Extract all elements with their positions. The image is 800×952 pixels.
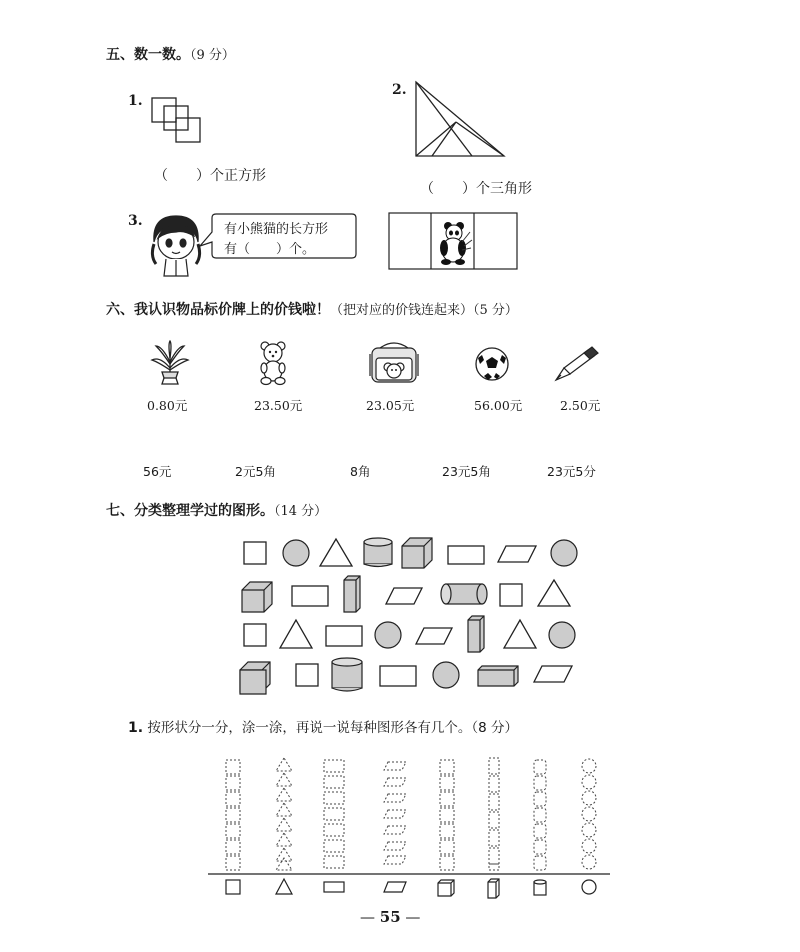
speech-bubble-text-line2[interactable]: 有（ ）个。 — [224, 242, 316, 257]
circle-label-icon — [582, 880, 596, 894]
answer-blank[interactable]: （ ） — [420, 181, 476, 197]
cuboid-label-icon — [488, 879, 499, 898]
money-option[interactable]: 2元5角 — [235, 464, 276, 479]
teddy-bear-icon[interactable] — [256, 340, 290, 386]
cube-label-icon — [438, 880, 454, 896]
rectangle-label-icon — [324, 882, 344, 892]
answer-blank[interactable]: （ ） — [154, 168, 210, 184]
cylinder-label-icon — [534, 880, 546, 895]
answer-line-triangles: （ ）个三角形 — [420, 181, 532, 197]
pen-icon[interactable] — [548, 346, 600, 382]
cube-shape — [402, 538, 432, 568]
money-option[interactable]: 23元5分 — [547, 464, 596, 479]
panda-icon — [440, 222, 472, 265]
price-tag[interactable]: 23.05元 — [366, 398, 415, 413]
overlapping-squares-figure — [150, 96, 206, 146]
plant-icon[interactable] — [148, 340, 192, 386]
price-tag[interactable]: 23.50元 — [254, 398, 303, 413]
backpack-icon[interactable] — [366, 340, 422, 386]
price-tag[interactable]: 0.80元 — [147, 398, 188, 413]
question-number: 3. — [128, 213, 143, 229]
rectangle-panda-figure — [388, 212, 518, 270]
price-tag[interactable]: 56.00元 — [474, 398, 523, 413]
soccer-ball-icon[interactable] — [474, 346, 510, 382]
triangle-label-icon — [276, 879, 292, 894]
parallelogram-label-icon — [384, 882, 406, 892]
money-option[interactable]: 8角 — [350, 464, 371, 479]
question-number: 1. — [128, 93, 143, 109]
tally-chart — [200, 752, 616, 904]
section5-heading: 五、数一数。（9 分） — [106, 47, 235, 63]
sub-question-1: 1. 按形状分一分，涂一涂，再说一说每种图形各有几个。（8 分） — [128, 720, 518, 736]
question-number: 2. — [392, 82, 407, 98]
section6-heading: 六、我认识物品标价牌上的价钱啦！（把对应的价钱连起来）（5 分） — [106, 302, 518, 318]
price-tag[interactable]: 2.50元 — [560, 398, 601, 413]
section7-heading: 七、分类整理学过的图形。（14 分） — [106, 503, 328, 519]
answer-line-squares: （ ）个正方形 — [154, 168, 266, 184]
triangle-count-figure — [412, 80, 508, 160]
shapes-collection — [236, 534, 586, 700]
money-option[interactable]: 56元 — [143, 464, 172, 479]
square-label-icon — [226, 880, 240, 894]
page-number: — 55 — — [360, 908, 421, 926]
money-option[interactable]: 23元5角 — [442, 464, 491, 479]
speech-bubble-text-line1: 有小熊猫的长方形 — [224, 222, 329, 237]
